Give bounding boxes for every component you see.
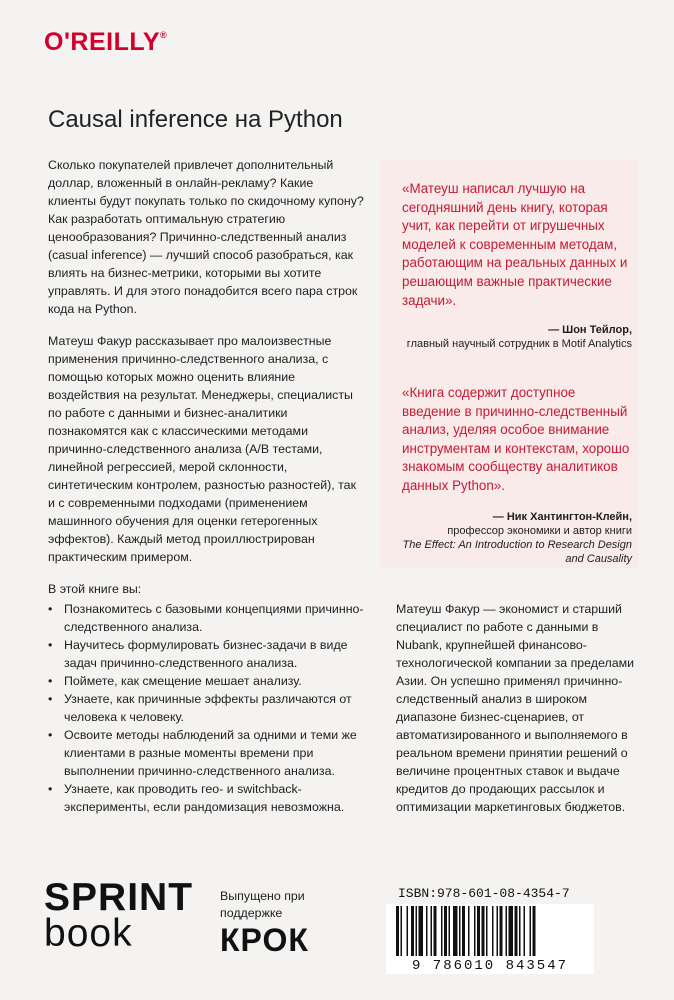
author-bio-text: Матеуш Факур — экономист и старший специалист по работе с данными в Nubank, крупнейшей финансово-технологической компании за пределами Азии. Он успешно применял причинно-следственный анализ в широком диапазоне бизнес-сценариев, от автоматизированного и выполняемого в реальном времени принятии решений о величине процентных ставок и выдаче кредитов до продающих рассылок и оптимизации маркетинговых бюджетов. [396,602,635,814]
book-title: Causal inference на Python [48,106,343,133]
krok-logo: КРОК [220,922,309,958]
sprint-logo-line-2: book [44,912,133,955]
list-item: • Познакомитесь с базовыми концепциями причинно-следственного анализа. [48,600,364,636]
supported-by-text: Выпущено при поддержке [220,889,305,920]
quote-1-role: главный научный сотрудник в Motif Analytics [406,338,632,350]
sprint-logo-line-1: SPRINT [44,876,194,919]
description-paragraph-1: Сколько покупателей привлечет дополнительный доллар, вложенный в онлайн-рекламу? Какие клиенты будут покупать только по скидочному купону? Как разработать оптимальную стратегию ценообразования? Причинно-следственный анализ (casual inference) — лучший способ разобраться, как влиять на бизнес-метрики, которыми вы хотите управлять. И для этого понадобится всего пара строк кода на Python. [48,158,364,316]
quote-2-role: профессор экономики и автор книги [447,525,632,537]
quote-1-text: «Матеуш написал лучшую на сегодняшний день книгу, которая учит, как перейти от игрушечных моделей к современным методам, работающим на реальных данных и решающим важные практические задачи». [402,181,628,308]
list-item: • Узнаете, как проводить гео- и switchback-эксперименты, если рандомизация невозможна. [48,780,364,816]
quote-2-book: The Effect: An Introduction to Research Design and Causality [402,539,632,565]
isbn-label: ISBN:978-601-08-4354-7 [398,886,570,901]
barcode-bars [396,906,584,958]
quote-1-author: — Шон Тейлор, [548,324,632,336]
description-column [48,156,364,816]
quote-2-attribution [392,510,632,566]
list-item: • Поймете, как смещение мешает анализу. [48,672,364,690]
quote-1-attribution [392,323,632,351]
oreilly-logo [44,28,167,57]
registered-mark: ® [160,30,168,40]
benefits-list [48,600,364,816]
list-item: • Научитесь формулировать бизнес-задачи в виде задач причинно-следственного анализа. [48,636,364,672]
barcode-digits: 9 786010 843547 [411,958,569,974]
barcode [386,904,594,974]
quote-2-author: — Ник Хантингтон-Клейн, [492,511,632,523]
author-bio [396,600,636,816]
logo-text: O'REILLY [44,28,160,56]
list-item: • Освоите методы наблюдений за одними и теми же клиентами в разные моменты времени при выполнении причинно-следственного анализа. [48,726,364,780]
description-paragraph-2: Матеуш Факур рассказывает про малоизвестные применения причинно-следственного анализа, с помощью которых можно оценить влияние воздействия на результат. Менеджеры, специалисты по работе с данными и бизнес-аналитики познакомятся как с классическими методами причинно-следственного анализа (A/B тестами, линейной регрессией, мерой склонности, синтетическим контролем, разностью разностей), так и с современными подходами (применением машинного обучения для оценки гетерогенных эффектов). Каждый метод проиллюстрирован практическим примером. [48,334,356,564]
sprint-book-logo [44,876,194,955]
list-intro: В этой книге вы: [48,582,142,596]
quote-2-text: «Книга содержит доступное введение в причинно-следственный анализ, уделяя особое внимание инструментам и контекстам, хорошо знакомым сообществу аналитиков данных Python». [402,385,630,493]
list-item: • Узнаете, как причинные эффекты различаются от человека к человеку. [48,690,364,726]
